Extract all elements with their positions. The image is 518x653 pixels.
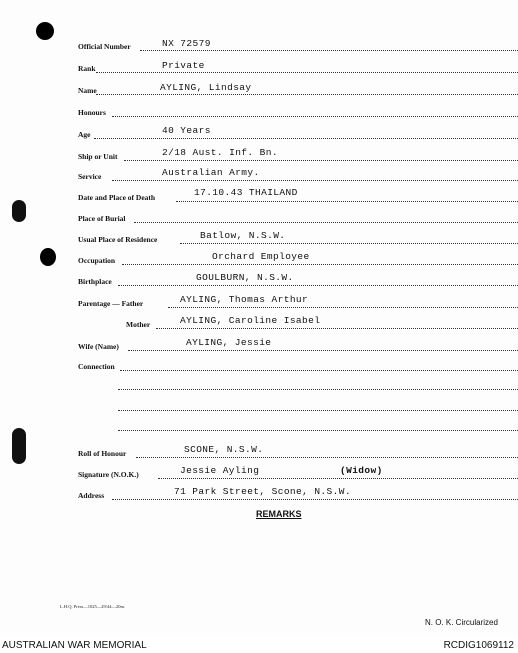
rank-value: Private xyxy=(162,60,205,71)
dotted-line xyxy=(94,138,518,139)
mother-label: Mother xyxy=(126,320,151,329)
service-value: Australian Army. xyxy=(162,167,260,178)
dotted-line xyxy=(112,499,518,500)
unit-label: Ship or Unit xyxy=(78,152,118,161)
binding-mark-icon xyxy=(12,200,26,222)
rank-label: Rank xyxy=(78,64,96,73)
wife-value: AYLING, Jessie xyxy=(186,337,272,348)
print-line: L.H.Q. Press—1025—29/44—20m. xyxy=(60,604,126,609)
occupation-value: Orchard Employee xyxy=(212,251,310,262)
roll-value: SCONE, N.S.W. xyxy=(184,444,264,455)
wife-label: Wife (Name) xyxy=(78,342,119,351)
father-value: AYLING, Thomas Arthur xyxy=(180,294,309,305)
father-label: Parentage — Father xyxy=(78,299,144,308)
dotted-line xyxy=(158,478,518,479)
dotted-line xyxy=(156,328,518,329)
dotted-line xyxy=(96,94,518,95)
signature-note: (Widow) xyxy=(340,465,383,476)
address-value: 71 Park Street, Scone, N.S.W. xyxy=(174,486,351,497)
dotted-line xyxy=(112,116,518,117)
dotted-line xyxy=(120,370,518,371)
dotted-line xyxy=(112,180,518,181)
footer-institution: AUSTRALIAN WAR MEMORIAL xyxy=(2,640,147,651)
dotted-line xyxy=(134,222,518,223)
dotted-line xyxy=(118,430,518,431)
death-label: Date and Place of Death xyxy=(78,193,156,202)
age-value: 40 Years xyxy=(162,125,211,136)
unit-value: 2/18 Aust. Inf. Bn. xyxy=(162,147,278,158)
dotted-line xyxy=(124,160,518,161)
remarks-heading: REMARKS xyxy=(256,509,302,519)
signature-value: Jessie Ayling xyxy=(180,465,260,476)
residence-value: Batlow, N.S.W. xyxy=(200,230,286,241)
name-label: Name xyxy=(78,86,97,95)
nok-stamp: N. O. K. Circularized xyxy=(425,618,498,627)
dotted-line xyxy=(118,389,518,390)
dotted-line xyxy=(180,243,518,244)
dotted-line xyxy=(118,410,518,411)
name-value: AYLING, Lindsay xyxy=(160,82,252,93)
birthplace-label: Birthplace xyxy=(78,277,112,286)
dotted-line xyxy=(176,201,518,202)
connection-label: Connection xyxy=(78,362,115,371)
dotted-line xyxy=(118,285,518,286)
binding-mark-icon xyxy=(12,428,26,464)
residence-label: Usual Place of Residence xyxy=(78,235,158,244)
service-label: Service xyxy=(78,172,102,181)
signature-label: Signature (N.O.K.) xyxy=(78,470,139,479)
dotted-line xyxy=(168,307,518,308)
punch-hole-icon xyxy=(36,22,54,40)
dotted-line xyxy=(140,50,518,51)
dotted-line xyxy=(96,72,518,73)
punch-hole-icon xyxy=(40,248,56,266)
dotted-line xyxy=(122,264,518,265)
official-number-label: Official Number xyxy=(78,42,131,51)
roll-label: Roll of Honour xyxy=(78,449,127,458)
burial-label: Place of Burial xyxy=(78,214,126,223)
birthplace-value: GOULBURN, N.S.W. xyxy=(196,272,294,283)
honours-label: Honours xyxy=(78,108,106,117)
mother-value: AYLING, Caroline Isabel xyxy=(180,315,321,326)
address-label: Address xyxy=(78,491,105,500)
dotted-line xyxy=(128,350,518,351)
occupation-label: Occupation xyxy=(78,256,116,265)
age-label: Age xyxy=(78,130,91,139)
official-number-value: NX 72579 xyxy=(162,38,211,49)
footer-record-id: RCDIG1069112 xyxy=(443,640,514,651)
dotted-line xyxy=(136,457,518,458)
death-value: 17.10.43 THAILAND xyxy=(194,187,298,198)
